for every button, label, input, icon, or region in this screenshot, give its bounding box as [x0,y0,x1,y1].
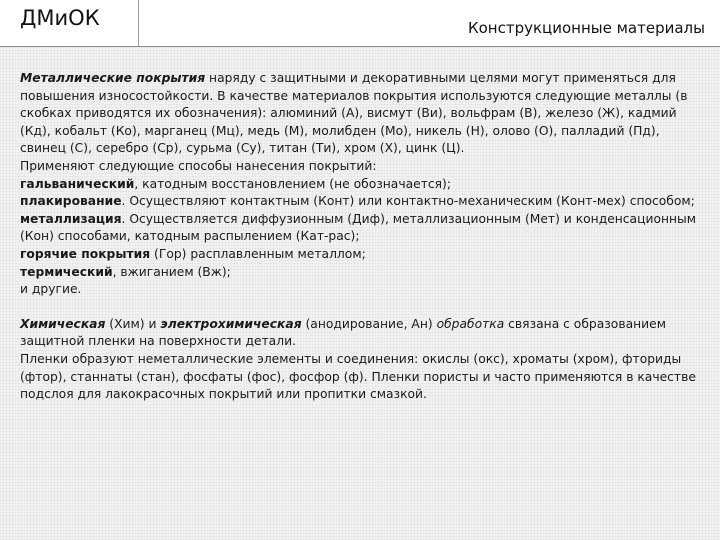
paragraph-text: и другие. [20,282,82,297]
paragraph-text: (анодирование, Ан) [301,316,437,331]
paragraph-text: (Гор) расплавленным металлом; [150,246,366,261]
paragraph-chemical-treatment [20,316,704,351]
paragraph-metal-coatings [20,70,704,158]
paragraph-text: . Осуществляют контактным (Конт) или контактно-механическим (Конт-мех) способом; [121,194,695,209]
method-thermal [20,264,704,282]
paragraph-text: Пленки образуют неметаллические элементы и соединения: окислы (окс), хроматы (хром), фториды (фтор), станнаты (стан), фосфаты (фос), фосфор (ф). Пленки пористы и часто применяются в качестве подслоя для лакокрасочных покрытий или пропитки смазкой. [20,351,696,402]
brand-box [0,0,139,46]
method-metallization [20,211,704,246]
term-cladding: плакирование [20,194,122,209]
method-cladding [20,193,704,211]
paragraph-text: Применяют следующие способы нанесения покрытий: [20,158,377,173]
term-thermal: термический [20,264,113,279]
method-hot-dip [20,246,704,264]
paragraph-text: , вжиганием (Вж); [112,264,231,279]
paragraph-text: связана с образованием защитной пленки на поверхности детали. [20,316,666,349]
term-electrochemical: электрохимическая [160,316,302,331]
paragraph-text: . Осуществляется диффузионным (Диф), металлизационным (Мет) и конденсационным (Кон) способами, катодным распылением (Кат-рас); [20,211,697,244]
paragraph-text: , катодным восстановлением (не обозначается); [134,176,451,191]
paragraph-text: (Хим) и [105,316,161,331]
paragraph-films [20,351,704,404]
term-metallization: металлизация [20,211,122,226]
spacer [20,299,704,316]
header-bar [0,0,720,47]
term-chemical: Химическая [20,316,106,331]
brand-logo-text: ДМиОК [20,6,100,30]
term-treatment: обработка [436,316,505,331]
slide-body [20,70,704,404]
slide-title: Конструкционные материалы [467,19,705,37]
term-galvanic: гальванический [20,176,135,191]
paragraph-text: наряду с защитными и декоративными целями могут применяться для повышения износостойкости. В качестве материалов покрытия используются следующие металлы (в скобках приводятся их обозначения): алюминий (А), висмут (Ви), вольфрам (В), железо (Ж), кадмий (Кд), кобальт (Ко), марганец (Мц), медь (М), молибден (Мо), никель (Н), олово (О), палладий (Пд), свинец (С), серебро (Ср), сурьма (Су), титан (Ти), хром (Х), цинк (Ц). [20,71,688,156]
term-metal-coatings: Металлические покрытия [20,71,206,85]
term-hot-dip: горячие покрытия [20,246,151,261]
method-galvanic [20,176,704,194]
header-divider [0,46,720,47]
methods-other [20,281,704,299]
paragraph-methods-intro [20,158,704,176]
